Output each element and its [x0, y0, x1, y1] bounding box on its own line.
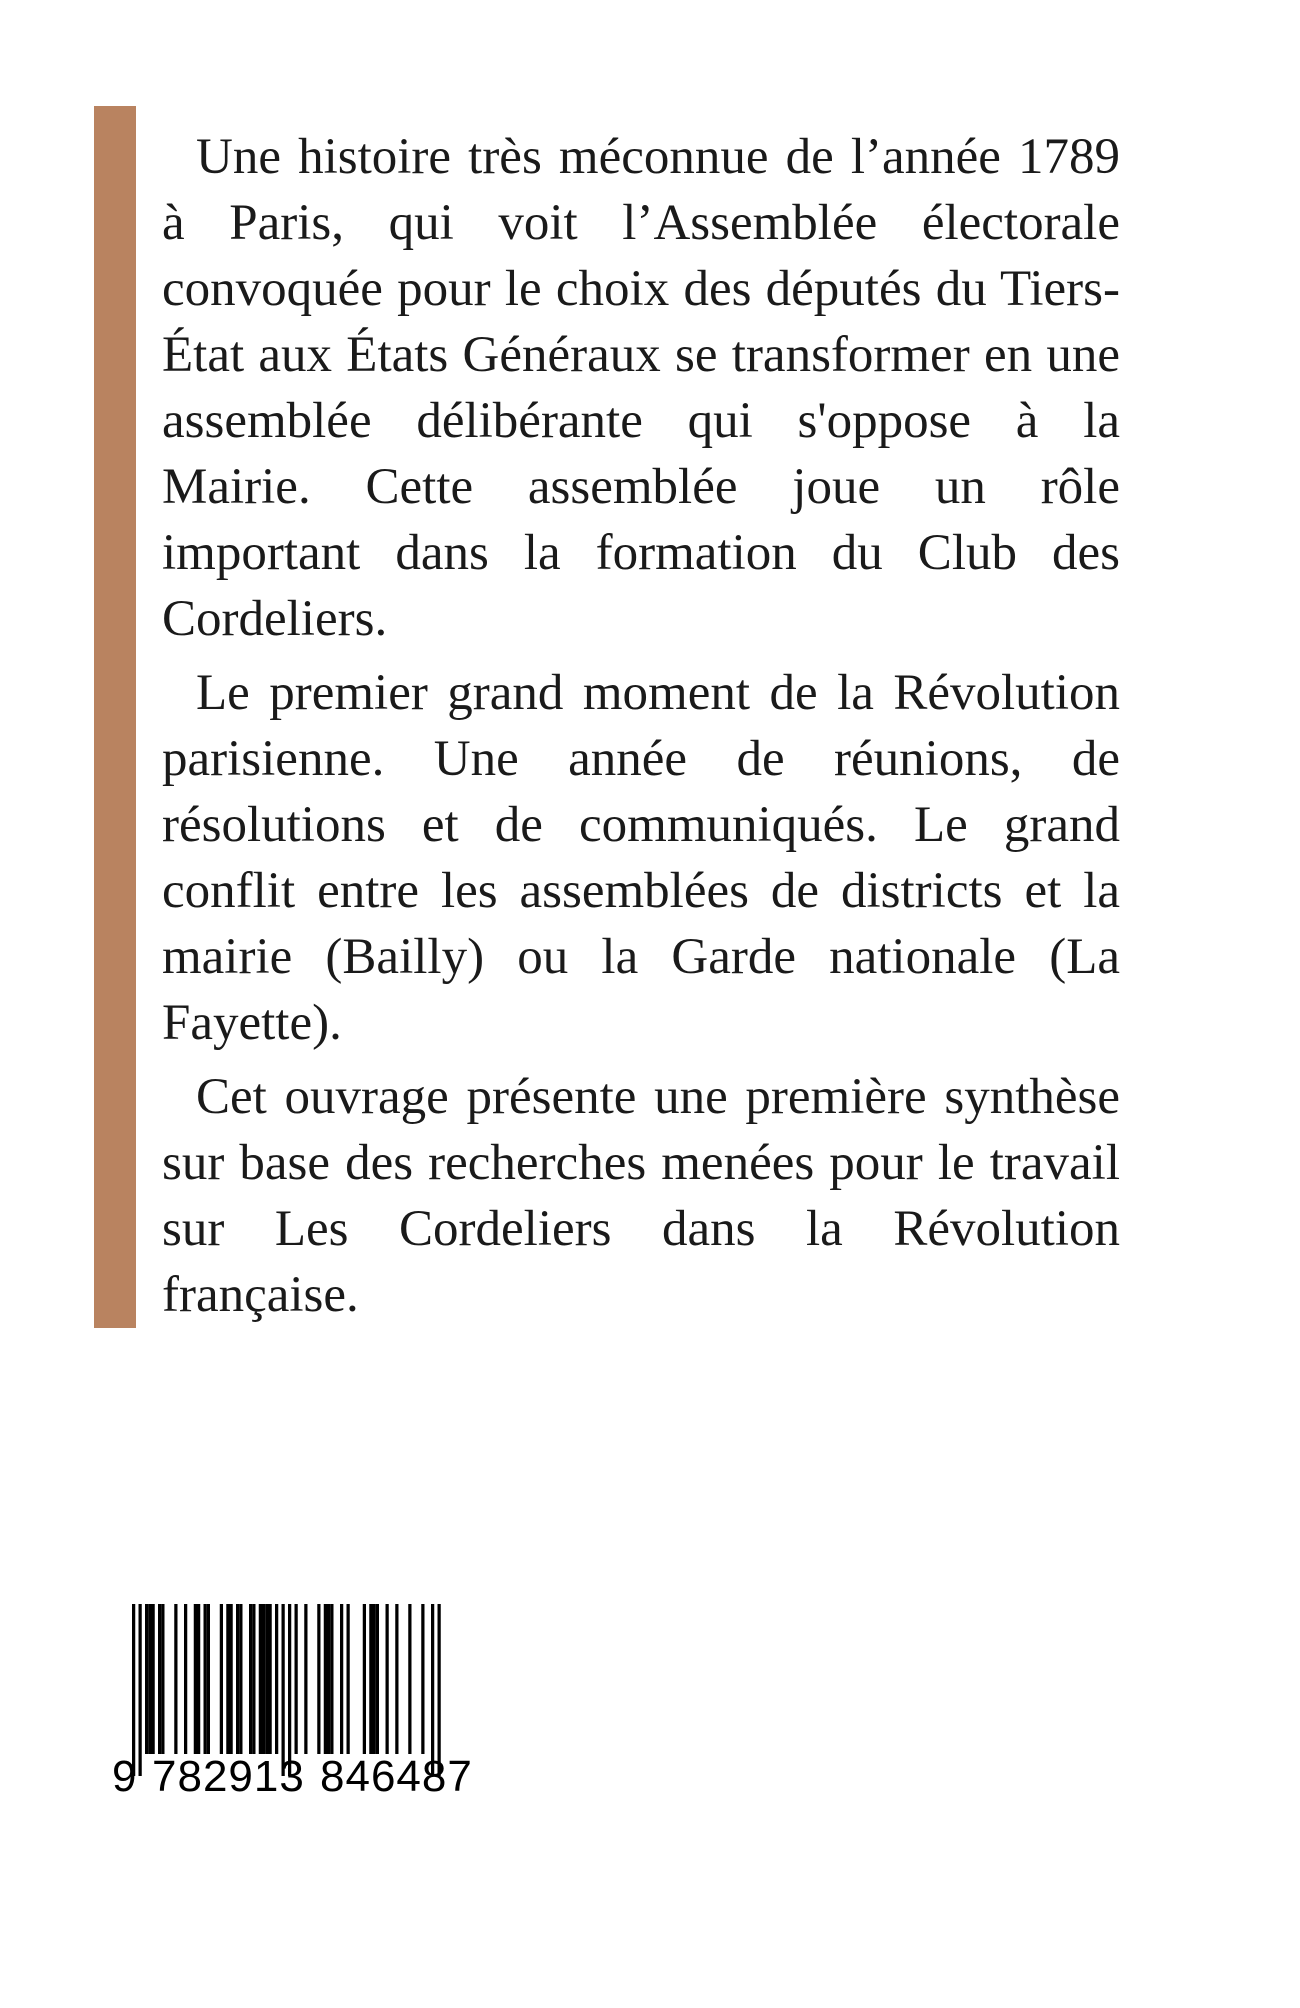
barcode-guard-bar [288, 1604, 291, 1776]
barcode-bar [252, 1604, 255, 1754]
barcode-bar [184, 1604, 187, 1754]
barcode-bar [259, 1604, 262, 1754]
barcode-bar [230, 1604, 233, 1754]
barcode-bar [204, 1604, 207, 1754]
barcode-bar [239, 1604, 242, 1754]
barcode-bar [373, 1604, 376, 1754]
barcode-bar [174, 1604, 177, 1754]
barcode-guard-bar [132, 1604, 135, 1776]
barcode-guard-bar [431, 1604, 434, 1776]
barcode-bar [152, 1604, 155, 1754]
barcode-bar [386, 1604, 389, 1754]
blurb-paragraph-3: Cet ouvrage présente une première synthèse sur base des recherches menées pour le travail sur Les Cordeliers dans la Révolution française. [162, 1069, 1120, 1323]
isbn-barcode [110, 1600, 490, 1810]
barcode-bar [236, 1604, 239, 1754]
barcode-bar [158, 1604, 161, 1754]
barcode-bar [304, 1604, 307, 1754]
isbn-lead-digit: 9 [112, 1752, 138, 1801]
barcode-bar [220, 1604, 223, 1754]
accent-bar [94, 106, 136, 1328]
barcode-bar [376, 1604, 379, 1754]
barcode-bar [197, 1604, 200, 1754]
barcode-bar [295, 1604, 298, 1754]
blurb-paragraph-2: Le premier grand moment de la Révolution parisienne. Une année de réunions, de résolutions et de communiqués. Le grand conflit entre les assemblées de districts et la mairie (Bailly) ou la Garde nationale (La Fayette). [162, 665, 1120, 1051]
barcode-bar [249, 1604, 252, 1754]
barcode-bar [207, 1604, 210, 1754]
barcode-bar [330, 1604, 333, 1754]
barcode-bar [324, 1604, 327, 1754]
back-cover-blurb [162, 124, 1120, 1336]
barcode-bar [145, 1604, 148, 1754]
barcode-guard-bar [282, 1604, 285, 1776]
isbn-right-group: 846487 [320, 1752, 473, 1801]
isbn-left-group: 782913 [152, 1752, 305, 1801]
barcode-bar [226, 1604, 229, 1754]
barcode-guard-bar [139, 1604, 142, 1776]
barcode-bar [421, 1604, 424, 1754]
barcode-bar [194, 1604, 197, 1754]
barcode-bar [275, 1604, 278, 1754]
barcode-bar [265, 1604, 268, 1754]
barcode-bar [395, 1604, 398, 1754]
barcode-bar [327, 1604, 330, 1754]
barcode-bar [347, 1604, 350, 1754]
barcode-bar [262, 1604, 265, 1754]
barcode-bar [161, 1604, 164, 1754]
barcode-bar [340, 1604, 343, 1754]
barcode-bar [148, 1604, 151, 1754]
blurb-paragraph-1: Une histoire très méconnue de l’année 1789 à Paris, qui voit l’Assemblée électorale convoquée pour le choix des députés du Tiers-État aux États Généraux se transformer en une assemblée délibérante qui s'oppose à la Mairie. Cette assemblée joue un rôle important dans la formation du Club des Cordeliers. [162, 129, 1120, 647]
barcode-bar [408, 1604, 411, 1754]
barcode-bar [269, 1604, 272, 1754]
barcode-bar [317, 1604, 320, 1754]
barcode-bar [369, 1604, 372, 1754]
barcode-bar [363, 1604, 366, 1754]
barcode-guard-bar [438, 1604, 441, 1776]
